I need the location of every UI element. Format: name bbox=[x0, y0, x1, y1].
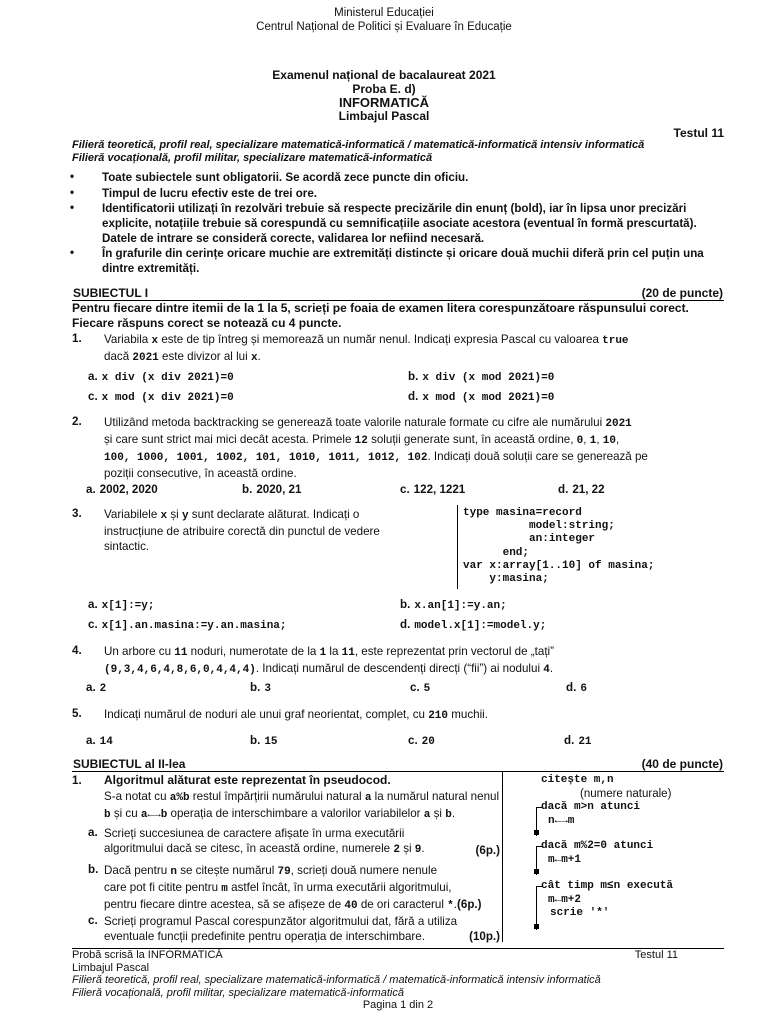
q3-option-a[interactable]: a. x[1]:=y; bbox=[88, 598, 155, 612]
block-end-marker bbox=[534, 830, 539, 835]
q1-text: Variabila x este de tip întreg și memorează un număr nenul. Indicați expresia Pascal cu valoarea true dacă 2021 este divizor al lui x. bbox=[104, 333, 629, 364]
ministry-name: Ministerul Educației bbox=[334, 7, 434, 19]
q2-number: 2. bbox=[72, 415, 82, 428]
q4-option-d[interactable]: d. 6 bbox=[566, 681, 587, 695]
subject-1-points: (20 de puncte) bbox=[641, 286, 723, 300]
q1-option-b[interactable]: b. x div (x mod 2021)=0 bbox=[408, 370, 555, 384]
instruction-4: În grafurile din cerințe oricare muchie are extremități distincte și oricare două muchii diferă prin cel puțin una dintre extremități. bbox=[102, 247, 704, 275]
q5-option-a[interactable]: a. 14 bbox=[86, 734, 113, 748]
s2-q1-notes: S-a notat cu a%b restul împărțirii numărului natural a la numărul natural nenul b și cu a←→b operația de interschimbare a valorilor variabilelor a și b. bbox=[104, 790, 500, 821]
exam-title: Examenul național de bacalaureat 2021 bbox=[272, 68, 496, 82]
q5-option-d[interactable]: d. 21 bbox=[564, 734, 592, 748]
page-header bbox=[0, 6, 768, 34]
bullet-icon: • bbox=[70, 246, 75, 259]
pseudo-line-6: cât timp m≤n execută bbox=[541, 880, 674, 892]
q3-code-block: type masina=record model:string; an:integer end; var x:array[1..10] of masina; y:masina; bbox=[463, 507, 655, 586]
q4-option-c[interactable]: c. 5 bbox=[410, 681, 431, 695]
s2-b-letter: b. bbox=[88, 863, 99, 876]
s2-q1-number: 1. bbox=[72, 774, 82, 787]
q5-option-b[interactable]: b. 15 bbox=[250, 734, 278, 748]
pseudo-note: (numere naturale) bbox=[580, 788, 672, 800]
filiera-2: Filieră vocațională, profil militar, specializare matematică-informatică bbox=[72, 152, 433, 164]
s2-c-points: (10p.) bbox=[469, 930, 500, 943]
instruction-2: Timpul de lucru efectiv este de trei ore. bbox=[102, 187, 317, 200]
center-name: Centrul Național de Politici și Evaluare în Educație bbox=[256, 21, 512, 33]
divider bbox=[72, 771, 724, 772]
pseudo-line-7: m←m+2 bbox=[548, 894, 582, 906]
subject-1-intro: Pentru fiecare dintre itemii de la 1 la 5, scrieți pe foaia de examen litera corespunzătoare răspunsului corect. Fiecare răspuns corect se notează cu 4 puncte. bbox=[72, 301, 689, 330]
footer-filiera-2: Filieră vocațională, profil militar, specializare matematică-informatică bbox=[72, 986, 404, 999]
footer-test-number: Testul 11 bbox=[634, 949, 678, 961]
bullet-icon: • bbox=[70, 186, 75, 199]
block-end-marker bbox=[534, 869, 539, 874]
bullet-icon: • bbox=[70, 201, 75, 214]
instruction-3: Identificatorii utilizați în rezolvări trebuie să respecte precizările din enunț (bold), iar în lipsa unor precizări explicite, notațiile trebuie să corespundă cu semnificațiile asociate acestora (eventual în formă prescurtată). Datele de intrare se consideră corecte, validarea lor nefiind necesară. bbox=[102, 202, 697, 245]
exam-subject: INFORMATICĂ bbox=[338, 95, 430, 110]
q1-number: 1. bbox=[72, 332, 82, 345]
subject-2-header bbox=[73, 757, 723, 771]
q2-text: Utilizând metoda backtracking se generează toate valorile naturale formate cu cifre ale numărului 2021 și care sunt strict mai mici decât acesta. Primele 12 soluții generate sunt, în această ordine, 0, 1, 10, 100, 1000, 1001, 1002, 101, 1010, 1011, 1012, 102. Indicați două soluții care se generează pe poziții consecutive, în această ordine. bbox=[104, 416, 648, 480]
pseudo-line-3: n←→m bbox=[548, 815, 575, 827]
s2-b-text: Dacă pentru n se citește numărul 79, scrieți două numere nenule care pot fi citite pentru m astfel încât, în urma executării algoritmului, pentru fiecare dintre acestea, să se afișeze de 40 de ori caracterul *.(6p.) bbox=[104, 864, 482, 912]
block-end-marker bbox=[534, 924, 539, 929]
q3-option-d[interactable]: d. model.x[1]:=model.y; bbox=[400, 618, 547, 632]
s2-c-text: Scrieți programul Pascal corespunzător algoritmului dat, fără a utiliza eventuale funcții predefinite pentru operația de interschimbare. (10p.) bbox=[104, 915, 500, 943]
subject-1-title: SUBIECTUL I bbox=[73, 286, 149, 300]
q3-option-b[interactable]: b. x.an[1]:=y.an; bbox=[400, 598, 507, 612]
instruction-1: Toate subiectele sunt obligatorii. Se acordă zece puncte din oficiu. bbox=[102, 171, 469, 184]
q3-number: 3. bbox=[72, 507, 82, 520]
s2-a-points: (6p.) bbox=[475, 844, 500, 857]
q2-option-c[interactable]: c. 122, 1221 bbox=[400, 483, 466, 496]
pseudo-line-8: scrie '*' bbox=[550, 907, 610, 919]
footer-subject: Probă scrisă la INFORMATICĂ bbox=[72, 949, 223, 961]
q3-text: Variabilele x și y sunt declarate alăturat. Indicați o instrucțiune de atribuire corectă din punctul de vedere sintactic. bbox=[104, 508, 380, 553]
pseudo-line-5: m←m+1 bbox=[548, 854, 582, 866]
q4-text: Un arbore cu 11 noduri, numerotate de la 1 la 11, este reprezentat prin vectorul de „tați” (9,3,4,6,4,8,6,0,4,4,4). Indicați numărul de descendenți direcți (“fii”) ai nodului 4. bbox=[104, 645, 554, 676]
filiera-block bbox=[72, 139, 752, 165]
pseudo-line-1: citește m,n bbox=[541, 774, 614, 786]
s2-q1-heading: Algoritmul alăturat este reprezentat în pseudocod. bbox=[104, 773, 391, 787]
s2-a-letter: a. bbox=[88, 826, 98, 839]
pseudocode-border bbox=[502, 772, 503, 942]
q5-number: 5. bbox=[72, 707, 82, 720]
s2-a-text: Scrieți succesiunea de caractere afișate în urma executării algoritmului dacă se citesc, în această ordine, numerele 2 și 9. (6p.) bbox=[104, 827, 500, 857]
q5-text: Indicați numărul de noduri ale unui graf neorientat, complet, cu 210 muchii. bbox=[104, 708, 488, 722]
footer-filiera-1: Filieră teoretică, profil real, specializare matematică-informatică / matematică-informatică intensiv informatică bbox=[72, 974, 601, 987]
subject-2-title: SUBIECTUL al II-lea bbox=[73, 757, 186, 771]
test-number: Testul 11 bbox=[673, 126, 724, 140]
subject-2-points: (40 de puncte) bbox=[641, 757, 723, 771]
q4-option-b[interactable]: b. 3 bbox=[250, 681, 271, 695]
code-border bbox=[457, 505, 458, 589]
page-number: Pagina 1 din 2 bbox=[362, 999, 434, 1012]
q4-option-a[interactable]: a. 2 bbox=[86, 681, 107, 695]
q5-option-c[interactable]: c. 20 bbox=[408, 734, 435, 748]
q4-number: 4. bbox=[72, 644, 82, 657]
page-footer bbox=[72, 949, 724, 1012]
pseudo-line-4: dacă m%2=0 atunci bbox=[541, 840, 654, 852]
q1-option-d[interactable]: d. x mod (x mod 2021)=0 bbox=[408, 390, 555, 404]
subject-1-header bbox=[73, 286, 723, 300]
s2-c-letter: c. bbox=[88, 914, 98, 927]
bullet-icon: • bbox=[70, 170, 75, 183]
exam-proba: Proba E. d) bbox=[352, 81, 416, 96]
footer-language: Limbajul Pascal bbox=[72, 961, 150, 974]
filiera-1: Filieră teoretică, profil real, specializare matematică-informatică / matematică-informatică intensiv informatică bbox=[72, 139, 645, 151]
q1-option-c[interactable]: c. x mod (x div 2021)=0 bbox=[88, 390, 234, 404]
q1-option-a[interactable]: a. x div (x div 2021)=0 bbox=[88, 370, 234, 384]
pseudo-line-2: dacă m>n atunci bbox=[541, 801, 641, 813]
q3-option-c[interactable]: c. x[1].an.masina:=y.an.masina; bbox=[88, 618, 287, 632]
exam-language: Limbajul Pascal bbox=[338, 108, 430, 123]
q2-option-d[interactable]: d. 21, 22 bbox=[558, 483, 605, 496]
q2-option-a[interactable]: a. 2002, 2020 bbox=[86, 483, 158, 496]
q2-option-b[interactable]: b. 2020, 21 bbox=[242, 483, 302, 496]
exam-title-block bbox=[0, 69, 768, 123]
